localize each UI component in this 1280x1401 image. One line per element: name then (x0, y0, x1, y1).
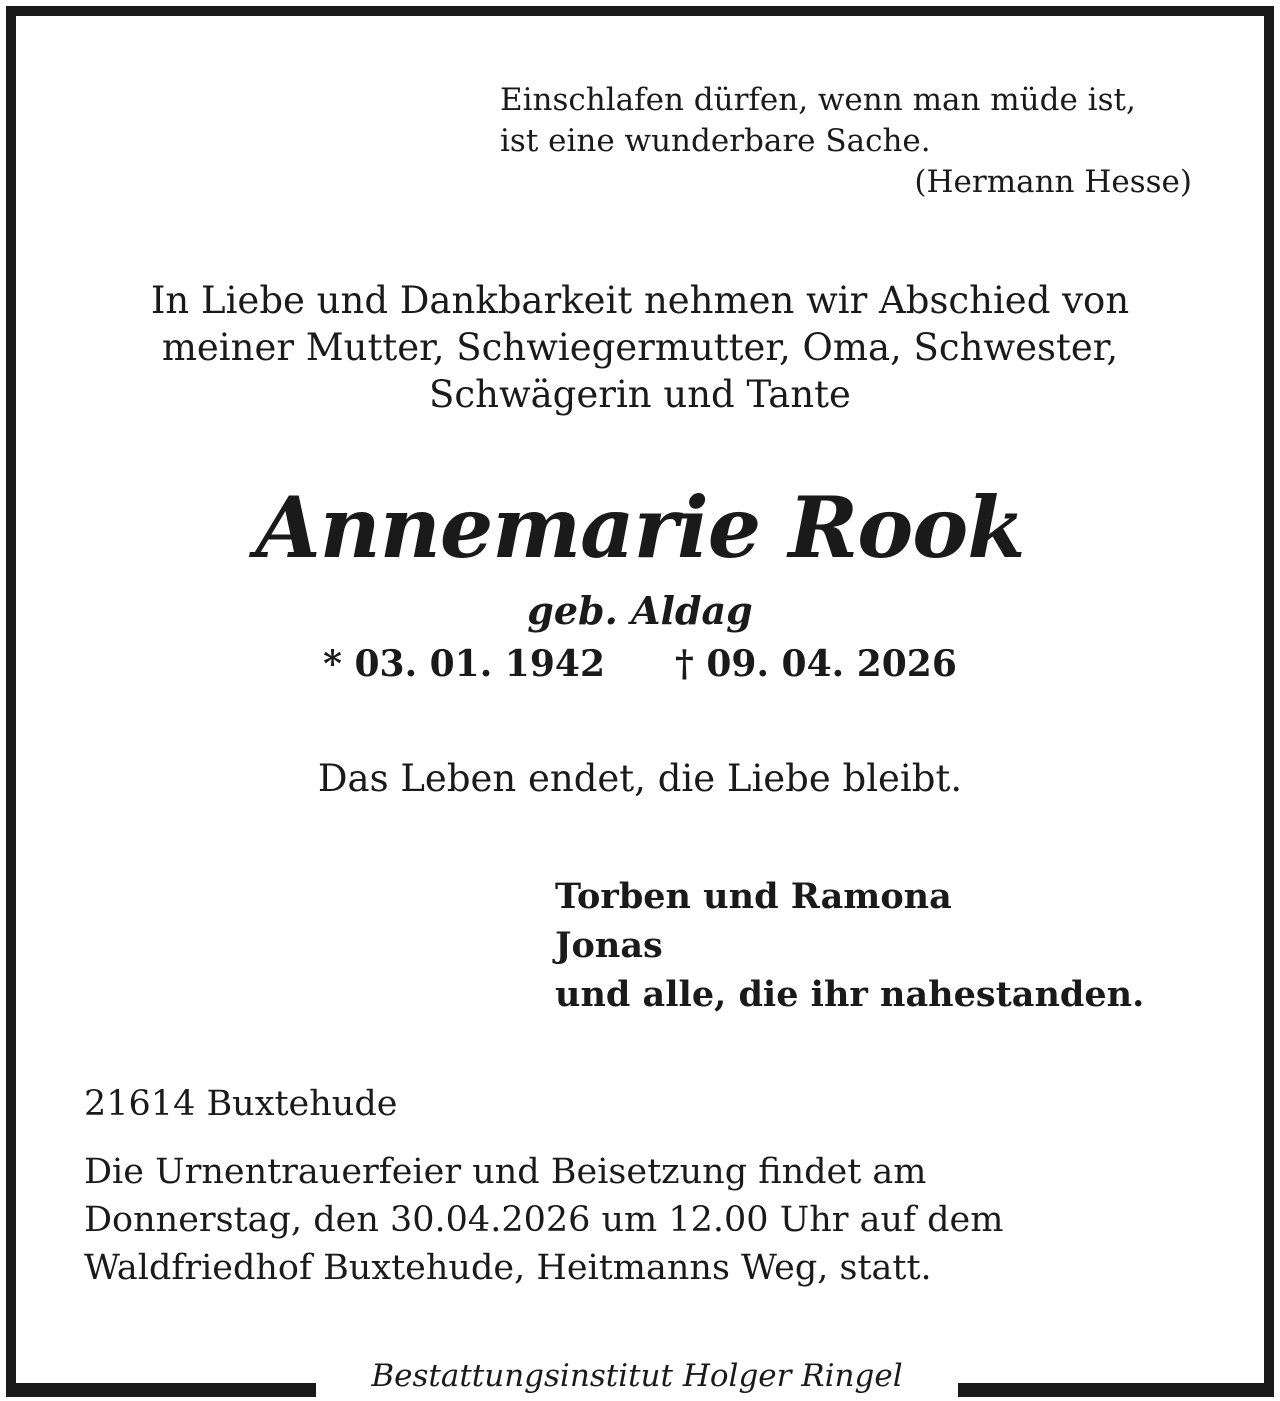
epigraph-quote (500, 80, 1196, 203)
undertaker-name: Bestattungsinstitut Holger Ringel (371, 1358, 903, 1394)
funeral-line: Die Urnentrauerfeier und Beisetzung findet am (84, 1152, 927, 1192)
birth-date: * 03. 01. 1942 (323, 643, 605, 685)
deceased-name: Annemarie Rook (255, 478, 1025, 577)
quote-author: (Hermann Hesse) (914, 164, 1192, 200)
funeral-details (84, 1148, 1224, 1292)
bottom-border-left (6, 1383, 316, 1397)
life-dates (0, 640, 1280, 688)
bottom-border-right (958, 1383, 1274, 1397)
mourner-line: und alle, die ihr nahestanden. (555, 974, 1145, 1015)
mourners (555, 872, 1255, 1019)
intro-text (60, 277, 1220, 418)
mourner-line: Torben und Ramona (555, 876, 952, 917)
funeral-line: Waldfriedhof Buxtehude, Heitmanns Weg, statt. (84, 1248, 932, 1288)
address: 21614 Buxtehude (84, 1084, 398, 1124)
intro-line: meiner Mutter, Schwiegermutter, Oma, Schwester, (161, 326, 1119, 369)
quote-line: Einschlafen dürfen, wenn man müde ist, (500, 82, 1136, 118)
mourner-line: Jonas (555, 925, 663, 966)
intro-line: In Liebe und Dankbarkeit nehmen wir Abschied von (150, 279, 1130, 322)
death-date: † 09. 04. 2026 (675, 643, 957, 685)
motto: Das Leben endet, die Liebe bleibt. (317, 757, 963, 800)
maiden-name: geb. Aldag (527, 588, 753, 633)
intro-line: Schwägerin und Tante (429, 373, 851, 416)
funeral-line: Donnerstag, den 30.04.2026 um 12.00 Uhr auf dem (84, 1200, 1004, 1240)
quote-line: ist eine wunderbare Sache. (500, 123, 931, 159)
